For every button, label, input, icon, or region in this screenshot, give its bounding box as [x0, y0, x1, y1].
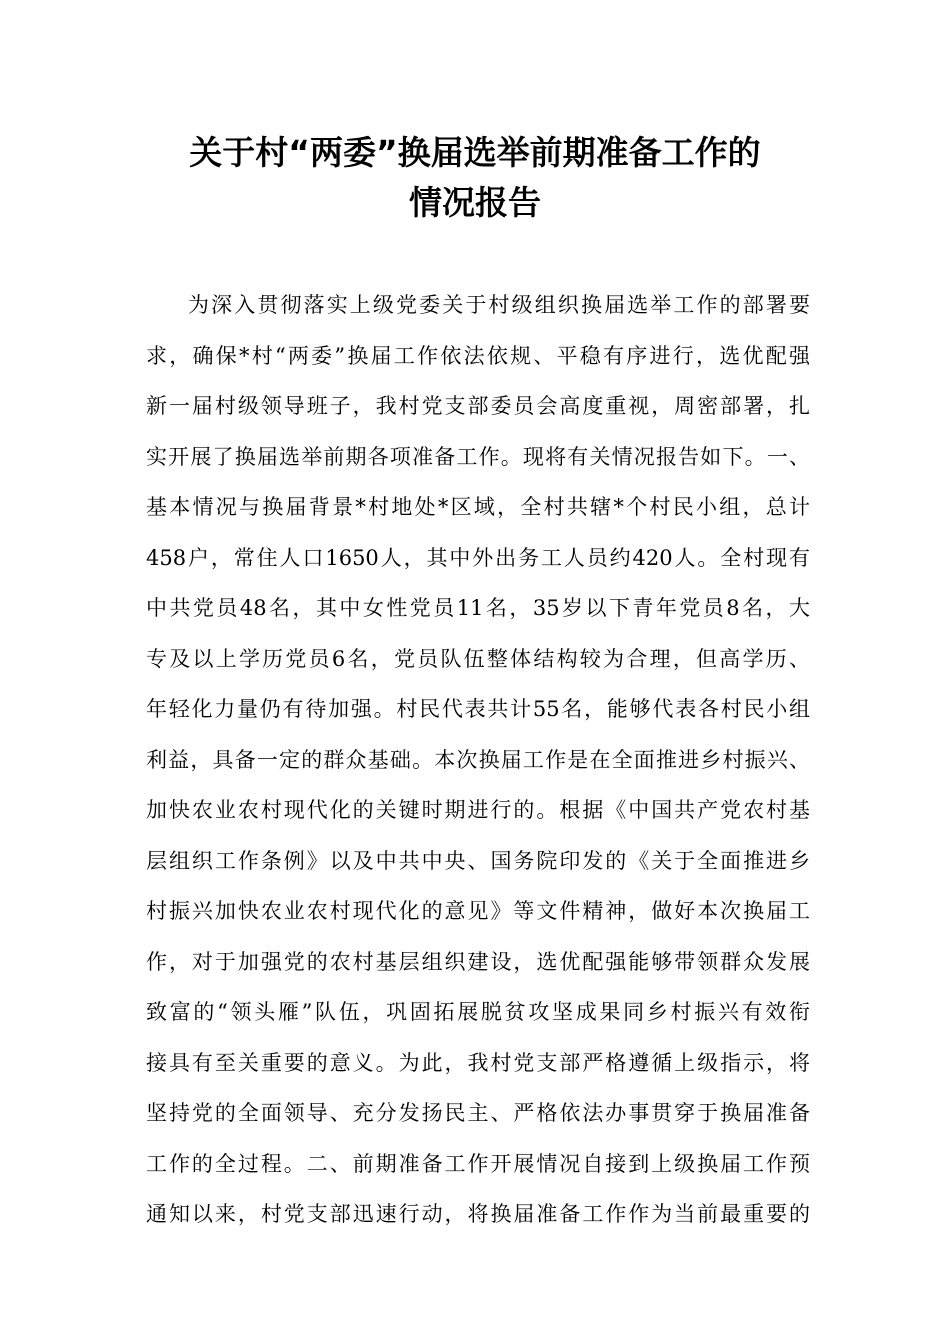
document-body [146, 280, 810, 1240]
document-title [0, 128, 950, 228]
body-line: 村振兴加快农业农村现代化的意见》等文件精神，做好本次换届工 [146, 899, 810, 923]
body-line: 加快农业农村现代化的关键时期进行的。根据《中国共产党农村基 [146, 798, 810, 822]
body-line: 年轻化力量仍有待加强。村民代表共计55名，能够代表各村民小组 [146, 697, 810, 721]
body-line: 坚持党的全面领导、充分发扬民主、严格依法办事贯穿于换届准备 [146, 1101, 810, 1125]
body-line: 为深入贯彻落实上级党委关于村级组织换届选举工作的部署要 [188, 293, 810, 317]
body-line: 基本情况与换届背景*村地处*区域，全村共辖*个村民小组，总计 [146, 495, 810, 519]
body-line: 致富的“领头雁”队伍，巩固拓展脱贫攻坚成果同乡村振兴有效衔 [146, 1000, 810, 1024]
body-line: 中共党员48名，其中女性党员11名，35岁以下青年党员8名，大 [146, 596, 810, 620]
body-line: 新一届村级领导班子，我村党支部委员会高度重视，周密部署，扎 [146, 394, 810, 418]
body-line: 专及以上学历党员6名，党员队伍整体结构较为合理，但高学历、 [146, 646, 810, 671]
body-line: 利益，具备一定的群众基础。本次换届工作是在全面推进乡村振兴、 [146, 747, 810, 772]
body-line: 作，对于加强党的农村基层组织建设，选优配强能够带领群众发展 [146, 949, 810, 974]
body-line: 层组织工作条例》以及中共中央、国务院印发的《关于全面推进乡 [146, 848, 810, 873]
body-line: 458户，常住人口1650人，其中外出务工人员约420人。全村现有 [146, 545, 810, 570]
title-line-2: 情况报告 [409, 183, 541, 222]
body-line: 求，确保*村“两委”换届工作依法依规、平稳有序进行，选优配强 [146, 343, 810, 368]
body-line: 接具有至关重要的意义。为此，我村党支部严格遵循上级指示，将 [146, 1050, 810, 1075]
body-line: 实开展了换届选举前期各项准备工作。现将有关情况报告如下。一、 [146, 444, 810, 469]
title-line-1: 关于村“两委”换届选举前期准备工作的 [189, 133, 761, 172]
body-line: 通知以来，村党支部迅速行动，将换届准备工作作为当前最重要的 [146, 1202, 810, 1226]
body-line: 工作的全过程。二、前期准备工作开展情况自接到上级换届工作预 [146, 1151, 810, 1176]
